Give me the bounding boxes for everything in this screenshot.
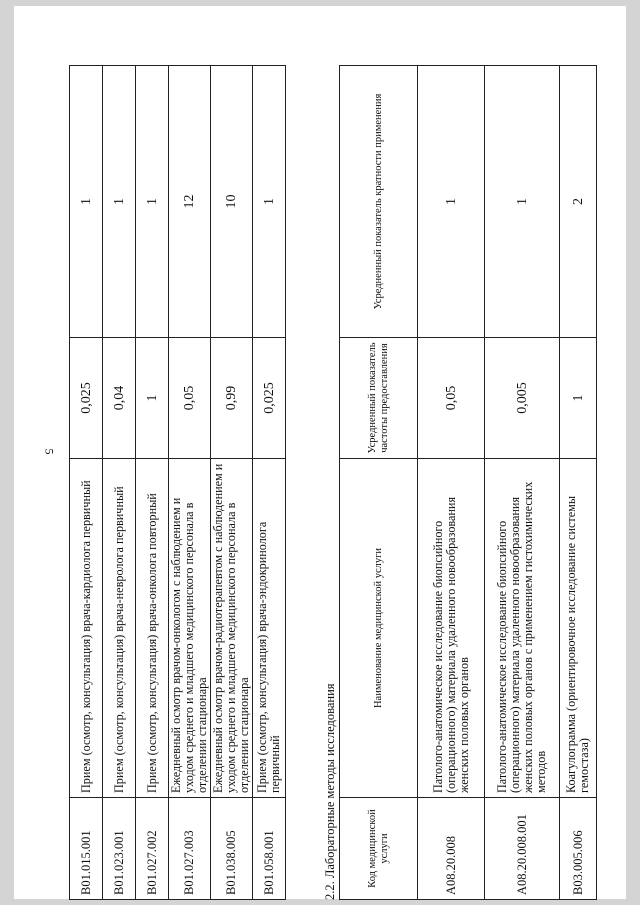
frequency-value: 0,025 <box>253 338 286 459</box>
services-table <box>69 65 286 900</box>
table-row <box>418 66 485 900</box>
service-code: A08.20.008 <box>418 798 485 900</box>
rotated-content <box>69 65 589 900</box>
service-name: Ежедневный осмотр врачом-радиотерапевтом с наблюдением и уходом среднего и младшего медицинского персонала в отделении стационара <box>211 459 253 798</box>
frequency-value: 0,99 <box>211 338 253 459</box>
table-row <box>253 66 286 900</box>
service-name: Ежедневный осмотр врачом-онкологом с наблюдением и уходом среднего и младшего медицинского персонала в отделении стационара <box>169 459 211 798</box>
multiplicity-value: 2 <box>560 66 597 338</box>
service-code: B01.038.005 <box>211 798 253 900</box>
multiplicity-value: 1 <box>418 66 485 338</box>
header-frequency: Усредненный показатель частоты предоставления <box>340 338 418 459</box>
header-name: Наименование медицинской услуги <box>340 459 418 798</box>
service-code: B01.015.001 <box>70 798 103 900</box>
multiplicity-value: 1 <box>103 66 136 338</box>
service-name: Прием (осмотр, консультация) врача-невролога первичный <box>103 459 136 798</box>
frequency-value: 0,025 <box>70 338 103 459</box>
table-row <box>485 66 560 900</box>
frequency-value: 0,005 <box>485 338 560 459</box>
service-name: Патолого-анатомическое исследование биопсийного (операционного) материала удаленного новообразования женских половых органов <box>418 459 485 798</box>
multiplicity-value: 1 <box>70 66 103 338</box>
page-number: 5 <box>42 448 57 455</box>
frequency-value: 1 <box>136 338 169 459</box>
service-code: B01.058.001 <box>253 798 286 900</box>
table-row <box>211 66 253 900</box>
multiplicity-value: 1 <box>485 66 560 338</box>
service-code: B01.027.003 <box>169 798 211 900</box>
table-row <box>136 66 169 900</box>
multiplicity-value: 12 <box>169 66 211 338</box>
table-row <box>103 66 136 900</box>
header-code: Код медицинской услуги <box>340 798 418 900</box>
frequency-value: 0,04 <box>103 338 136 459</box>
service-name: Прием (осмотр, консультация) врача-онколога повторный <box>136 459 169 798</box>
service-name: Патолого-анатомическое исследование биопсийного (операционного) материала удаленного новообразования женских половых органов с применением гистохимических методов <box>485 459 560 798</box>
multiplicity-value: 1 <box>136 66 169 338</box>
multiplicity-value: 1 <box>253 66 286 338</box>
service-code: B01.023.001 <box>103 798 136 900</box>
service-code: B03.005.006 <box>560 798 597 900</box>
table-row <box>70 66 103 900</box>
header-multiplicity: Усредненный показатель кратности применения <box>340 66 418 338</box>
service-name: Коагулограмма (ориентировочное исследование системы гемостаза) <box>560 459 597 798</box>
service-name: Прием (осмотр, консультация) врача-эндокринолога первичный <box>253 459 286 798</box>
frequency-value: 0,05 <box>418 338 485 459</box>
section-title: 2.2. Лабораторные методы исследования <box>323 683 337 900</box>
service-name: Прием (осмотр, консультация) врача-кардиолога первичный <box>70 459 103 798</box>
frequency-value: 0,05 <box>169 338 211 459</box>
lab-methods-table <box>339 65 597 900</box>
multiplicity-value: 10 <box>211 66 253 338</box>
table-header-row <box>340 66 418 900</box>
service-code: B01.027.002 <box>136 798 169 900</box>
service-code: A08.20.008.001 <box>485 798 560 900</box>
table-row <box>169 66 211 900</box>
frequency-value: 1 <box>560 338 597 459</box>
table-row <box>560 66 597 900</box>
